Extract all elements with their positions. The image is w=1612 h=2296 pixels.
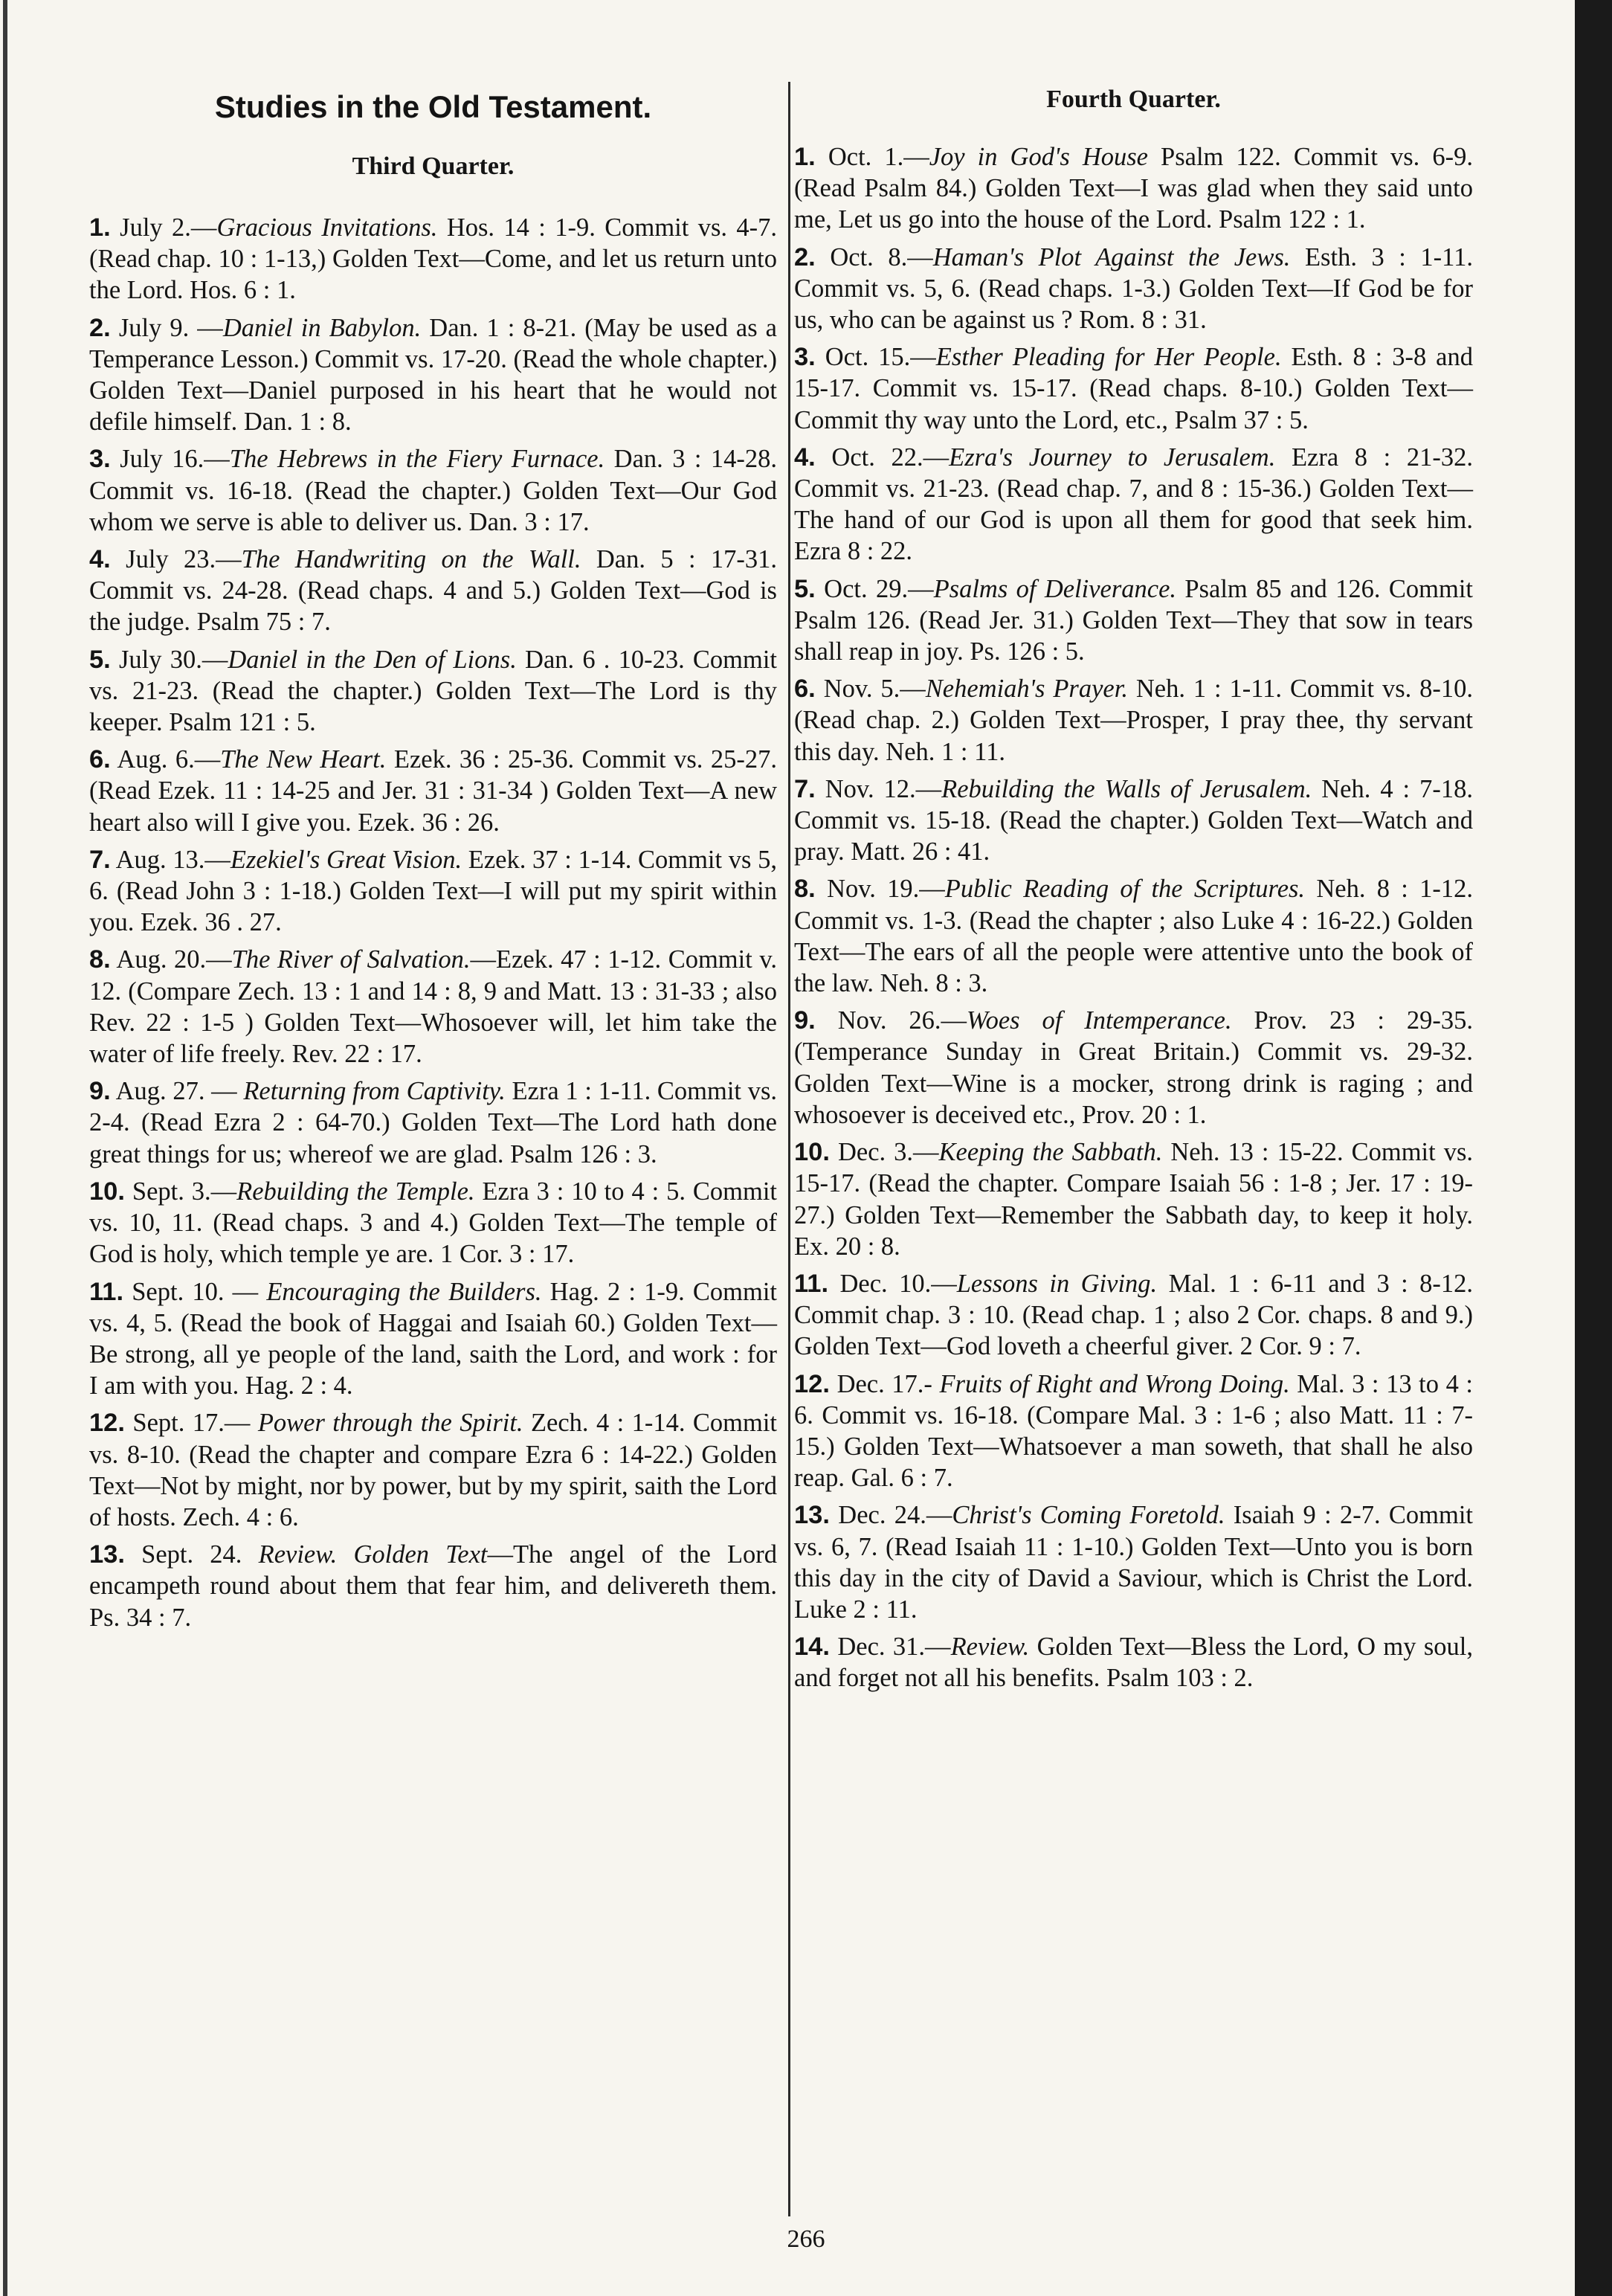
lesson-date: Dec. 31.—: [837, 1633, 951, 1662]
lesson-number: 6.: [89, 745, 111, 774]
lesson-text: Zech. 4 : 1-14. Commit vs. 8-10. (Read the chapter and compare Ezra 6 : 14-22.) Golden Text—Not by might, nor by power, but by my spirit, saith the Lord of hosts. Zech. 4 : 6.: [89, 1409, 777, 1531]
lesson-date: July 2.—: [120, 213, 217, 242]
lesson-entry: [89, 644, 777, 739]
lesson-topic: Christ's Coming Foretold.: [952, 1501, 1225, 1530]
lesson-topic: Haman's Plot Against the Jews.: [932, 242, 1291, 271]
lesson-entry: [794, 1005, 1473, 1131]
lesson-topic: Gracious Invitations.: [216, 213, 438, 242]
lesson-text: Ezra 3 : 10 to 4 : 5. Commit vs. 10, 11. (Read chaps. 3 and 4.) Golden Text—The temple of God is holy, which temple ye are. 1 Cor. 3 : 17.: [89, 1177, 778, 1269]
lesson-number: 7.: [89, 845, 111, 874]
lesson-text: Golden Text—Bless the Lord, O my soul, and forget not all his benefits. Psalm 103 : 2.: [794, 1633, 1473, 1693]
column-divider: [788, 82, 790, 2216]
lesson-entry: [89, 544, 777, 638]
lesson-entry: [89, 212, 777, 306]
lesson-text: Ezra 8 : 21-32. Commit vs. 21-23. (Read chap. 7, and 8 : 15-36.) Golden Text—The hand of our God is upon all them for good that seek him. Ezra 8 : 22.: [794, 443, 1474, 566]
lesson-text: Psalm 85 and 126. Commit Psalm 126. (Read Jer. 31.) Golden Text—They that sow in tears shall reap in joy. Ps. 126 : 5.: [794, 574, 1474, 666]
lesson-text: Isaiah 9 : 2-7. Commit vs. 6, 7. (Read Isaiah 11 : 1-10.) Golden Text—Unto you is born this day in the city of David a Saviour, which is Christ the Lord. Luke 2 : 11.: [794, 1501, 1473, 1624]
lesson-topic: Daniel in the Den of Lions.: [228, 645, 517, 674]
page-edge-shadow: [1575, 0, 1612, 2296]
lesson-number: 1.: [794, 143, 816, 171]
lesson-topic: Woes of Intemperance.: [967, 1006, 1232, 1035]
lesson-text: Neh. 4 : 7-18. Commit vs. 15-18. (Read the chapter.) Golden Text—Watch and pray. Matt. 26 : 41.: [794, 774, 1473, 866]
lesson-entry: [89, 1276, 777, 1402]
lesson-topic: Psalms of Deliverance.: [933, 574, 1177, 603]
lesson-date: Dec. 17.-: [836, 1369, 940, 1398]
lesson-date: Sept. 10. —: [132, 1277, 267, 1306]
lesson-text: Mal. 3 : 13 to 4 : 6. Commit vs. 16-18. (Compare Mal. 3 : 1-6 ; also Matt. 11 : 7-15.) Golden Text—Whatsoever a man soweth, that shall he also reap. Gal. 6 : 7.: [794, 1369, 1473, 1493]
lesson-text: Dan. 3 : 14-28. Commit vs. 16-18. (Read the chapter.) Golden Text—Our God whom we serve is able to deliver us. Dan. 3 : 17.: [89, 445, 777, 536]
lesson-number: 8.: [89, 945, 111, 974]
lesson-number: 4.: [794, 443, 816, 472]
lesson-entry: [794, 573, 1473, 668]
lesson-entry: [794, 242, 1473, 336]
lesson-number: 5.: [794, 574, 816, 603]
lesson-topic: Fruits of Right and Wrong Doing.: [939, 1369, 1290, 1398]
lesson-text: Neh. 8 : 1-12. Commit vs. 1-3. (Read the chapter ; also Luke 4 : 16-22.) Golden Text—The ears of all the people were attentive unto the book of the law. Neh. 8 : 3.: [794, 875, 1473, 998]
lesson-date: Aug. 6.—: [117, 745, 221, 774]
lesson-date: Sept. 3.—: [132, 1177, 237, 1206]
lesson-date: Aug. 13.—: [115, 845, 230, 874]
lesson-text: Ezek. 37 : 1-14. Commit vs 5, 6. (Read John 3 : 1-18.) Golden Text—I will put my spirit within you. Ezek. 36 . 27.: [89, 845, 777, 937]
lesson-number: 13.: [89, 1540, 125, 1569]
lesson-number: 1.: [89, 213, 111, 242]
lesson-text: Neh. 13 : 15-22. Commit vs. 15-17. (Read the chapter. Compare Isaiah 56 : 1-8 ; Jer. 17 : 19-27.) Golden Text—Remember the Sabbath day, to keep it holy. Ex. 20 : 8.: [794, 1138, 1474, 1261]
lesson-entry: [89, 1075, 777, 1170]
lesson-date: Oct. 15.—: [825, 343, 936, 372]
lesson-topic: The Hebrews in the Fiery Furnace.: [229, 445, 605, 474]
lesson-date: Sept. 17.—: [132, 1409, 258, 1438]
lesson-entry: [89, 1407, 777, 1533]
page-number: 266: [787, 2225, 825, 2253]
lesson-number: 11.: [89, 1277, 124, 1306]
third-quarter-lessons: [89, 212, 777, 1639]
lesson-date: Oct. 8.—: [830, 242, 933, 271]
lesson-text: Hos. 14 : 1-9. Commit vs. 4-7. (Read chap. 10 : 1-13,) Golden Text—Come, and let us return unto the Lord. Hos. 6 : 1.: [89, 213, 778, 305]
lesson-topic: Rebuilding the Walls of Jerusalem.: [941, 774, 1312, 803]
fourth-quarter-lessons: [794, 141, 1473, 1700]
lesson-number: 5.: [89, 645, 111, 674]
lesson-entry: [89, 1539, 777, 1633]
lesson-date: July 30.—: [118, 645, 228, 674]
lesson-topic: Power through the Spirit.: [257, 1409, 523, 1438]
third-quarter-heading: Third Quarter.: [352, 152, 515, 180]
lesson-entry: [89, 844, 777, 939]
lesson-entry: [794, 442, 1473, 567]
lesson-topic: Lessons in Giving.: [956, 1269, 1158, 1298]
lesson-topic: Encouraging the Builders.: [266, 1277, 542, 1306]
lesson-number: 14.: [794, 1633, 830, 1662]
lesson-entry: [794, 673, 1473, 768]
lesson-entry: [89, 1176, 777, 1270]
lesson-number: 3.: [794, 343, 816, 372]
lesson-date: Aug. 27. —: [115, 1077, 244, 1106]
lesson-topic: The New Heart.: [220, 745, 387, 774]
lesson-date: Nov. 19.—: [827, 875, 945, 904]
lesson-number: 10.: [794, 1138, 830, 1167]
lesson-number: 2.: [89, 313, 111, 342]
lesson-date: Sept. 24.: [141, 1540, 259, 1569]
lesson-text: —Ezek. 47 : 1-12. Commit v. 12. (Compare Zech. 13 : 1 and 14 : 8, 9 and Matt. 13 : 31-33 ; also Rev. 22 : 1-5 ) Golden Text—Whosoever will, let him take the water of life freely. Rev. 22 : 17.: [89, 945, 777, 1069]
lesson-topic: Review. Golden Text: [258, 1540, 488, 1569]
lesson-date: Dec. 10.—: [839, 1269, 957, 1298]
lesson-entry: [794, 1631, 1473, 1694]
lesson-date: Dec. 24.—: [838, 1501, 952, 1530]
lesson-topic: Review.: [950, 1633, 1030, 1662]
lesson-date: Oct. 1.—: [828, 143, 929, 171]
lesson-number: 6.: [794, 675, 816, 704]
lesson-text: Psalm 122. Commit vs. 6-9. (Read Psalm 84.) Golden Text—I was glad when they said unto me, Let us go into the house of the Lord. Psalm 122 : 1.: [794, 143, 1473, 234]
lesson-topic: Nehemiah's Prayer.: [925, 675, 1128, 704]
lesson-number: 13.: [794, 1501, 830, 1530]
lesson-entry: [794, 774, 1473, 868]
lesson-date: Nov. 12.—: [825, 774, 942, 803]
lesson-topic: Joy in God's House: [929, 143, 1148, 171]
fourth-quarter-heading: Fourth Quarter.: [1046, 86, 1221, 113]
lesson-entry: [794, 341, 1473, 436]
lesson-number: 12.: [794, 1369, 830, 1398]
lesson-text: Mal. 1 : 6-11 and 3 : 8-12. Commit chap. 3 : 10. (Read chap. 1 ; also 2 Cor. chaps. 8 and 9.) Golden Text—God loveth a cheerful giver. 2 Cor. 9 : 7.: [794, 1269, 1473, 1361]
lesson-number: 10.: [89, 1177, 125, 1206]
lesson-number: 12.: [89, 1409, 125, 1438]
lesson-topic: Rebuilding the Temple.: [236, 1177, 475, 1206]
lesson-text: Dan. 1 : 8-21. (May be used as a Temperance Lesson.) Commit vs. 17-20. (Read the whole chapter.) Golden Text—Daniel purposed in his heart that he would not defile himself. Dan. 1 : 8.: [89, 313, 777, 437]
lesson-entry: [89, 944, 777, 1070]
lesson-text: Ezra 1 : 1-11. Commit vs. 2-4. (Read Ezra 2 : 64-70.) Golden Text—The Lord hath done great things for us; whereof we are glad. Psalm 126 : 3.: [89, 1077, 777, 1168]
lesson-date: Nov. 26.—: [837, 1006, 967, 1035]
lesson-date: Aug. 20.—: [116, 945, 232, 974]
lesson-entry: [794, 1136, 1473, 1262]
lesson-topic: Daniel in Babylon.: [222, 313, 422, 342]
page-title: Studies in the Old Testament.: [214, 89, 652, 124]
lesson-date: Dec. 3.—: [837, 1138, 939, 1167]
lesson-topic: The Handwriting on the Wall.: [241, 545, 581, 574]
lesson-topic: Keeping the Sabbath.: [938, 1138, 1163, 1167]
lesson-topic: Returning from Captivity.: [243, 1077, 506, 1106]
lesson-number: 11.: [794, 1269, 829, 1298]
left-margin-rule: [3, 0, 7, 2296]
lesson-text: Ezek. 36 : 25-36. Commit vs. 25-27. (Read Ezek. 11 : 14-25 and Jer. 31 : 31-34 ) Golden Text—A new heart also will I give you. Ezek. 36 : 26.: [89, 745, 777, 837]
lesson-number: 3.: [89, 445, 111, 474]
lesson-topic: Ezekiel's Great Vision.: [230, 845, 462, 874]
lesson-text: Esth. 8 : 3-8 and 15-17. Commit vs. 15-17. (Read chaps. 8-10.) Golden Text—Commit thy way unto the Lord, etc., Psalm 37 : 5.: [794, 343, 1473, 434]
lesson-number: 2.: [794, 242, 816, 271]
lesson-number: 8.: [794, 875, 816, 904]
lesson-entry: [794, 1499, 1473, 1625]
lesson-topic: The River of Salvation.: [231, 945, 471, 974]
lesson-date: Nov. 5.—: [823, 675, 926, 704]
lesson-number: 4.: [89, 545, 111, 574]
lesson-text: Dan. 6 . 10-23. Commit vs. 21-23. (Read the chapter.) Golden Text—The Lord is thy keeper. Psalm 121 : 5.: [89, 645, 777, 737]
lesson-text: —The angel of the Lord encampeth round about them that fear him, and delivereth them. Ps. 34 : 7.: [89, 1540, 778, 1632]
lesson-date: Oct. 22.—: [831, 443, 950, 472]
lesson-text: Neh. 1 : 1-11. Commit vs. 8-10. (Read chap. 2.) Golden Text—Prosper, I pray thee, thy servant this day. Neh. 1 : 11.: [794, 675, 1473, 766]
lesson-entry: [89, 312, 777, 438]
lesson-entry: [89, 443, 777, 538]
lesson-date: July 9. —: [118, 313, 223, 342]
lesson-number: 9.: [794, 1006, 816, 1035]
lesson-text: Hag. 2 : 1-9. Commit vs. 4, 5. (Read the book of Haggai and Isaiah 60.) Golden Text—Be strong, all ye people of the land, saith the Lord, and work : for I am with you. Hag. 2 : 4.: [89, 1277, 777, 1401]
lesson-text: Dan. 5 : 17-31. Commit vs. 24-28. (Read chaps. 4 and 5.) Golden Text—God is the judge. Psalm 75 : 7.: [89, 545, 778, 637]
lesson-date: July 23.—: [126, 545, 242, 574]
lesson-topic: Public Reading of the Scriptures.: [944, 875, 1306, 904]
lesson-topic: Ezra's Journey to Jerusalem.: [949, 443, 1276, 472]
lesson-number: 9.: [89, 1077, 111, 1106]
lesson-topic: Esther Pleading for Her People.: [935, 343, 1282, 372]
lesson-entry: [794, 1268, 1473, 1363]
lesson-entry: [794, 141, 1473, 236]
lesson-text: Esth. 3 : 1-11. Commit vs. 5, 6. (Read chaps. 1-3.) Golden Text—If God be for us, who can be against us ? Rom. 8 : 31.: [794, 242, 1474, 335]
lesson-text: Prov. 23 : 29-35. (Temperance Sunday in Great Britain.) Commit vs. 29-32. Golden Text—Wine is a mocker, strong drink is raging ; and whosoever is deceived etc., Prov. 20 : 1.: [794, 1006, 1474, 1129]
lesson-date: Oct. 29.—: [824, 574, 934, 603]
lesson-number: 7.: [794, 774, 816, 803]
lesson-entry: [794, 1369, 1473, 1494]
lesson-entry: [89, 744, 777, 838]
lesson-entry: [794, 873, 1473, 999]
lesson-date: July 16.—: [120, 445, 230, 474]
